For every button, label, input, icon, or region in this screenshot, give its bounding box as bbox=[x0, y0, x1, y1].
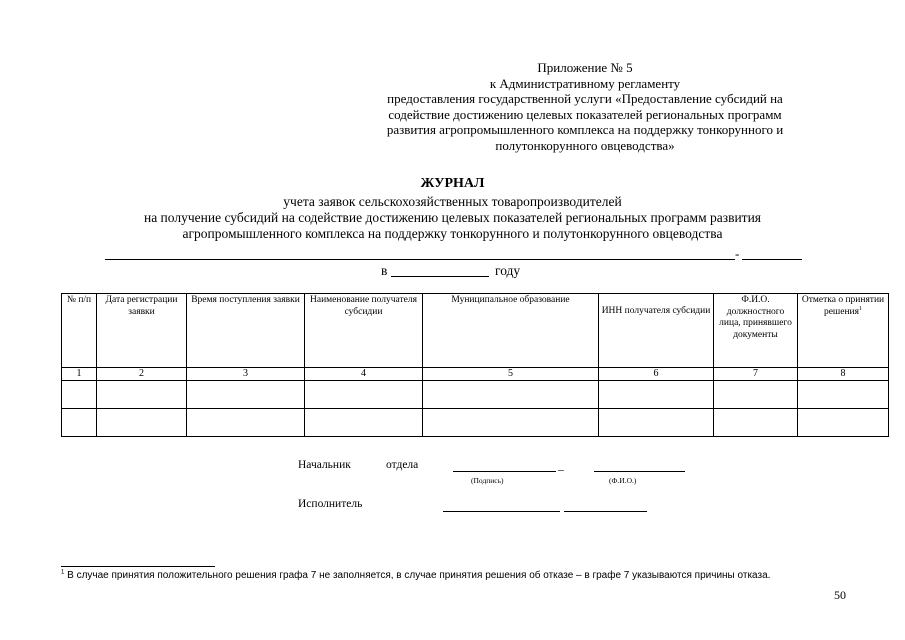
executor-fio-line[interactable] bbox=[564, 511, 647, 512]
table-cell[interactable] bbox=[97, 408, 187, 436]
appendix-line: содействие достижению целевых показателей региональных программ bbox=[388, 106, 782, 122]
appendix-header bbox=[345, 60, 825, 153]
fio-line[interactable] bbox=[594, 471, 685, 472]
table-cell[interactable] bbox=[714, 408, 798, 436]
executor-signature-line[interactable] bbox=[443, 511, 560, 512]
table-header-cell: Наименование получателя субсидии bbox=[305, 294, 423, 368]
table-header-cell: Отметка о принятии решения$^1$ bbox=[798, 294, 889, 368]
table-cell[interactable] bbox=[187, 408, 305, 436]
footnote-mark: 1 bbox=[61, 569, 65, 576]
table-cell[interactable] bbox=[305, 408, 423, 436]
footnote bbox=[61, 570, 770, 581]
footnote-text: В случае принятия положительного решения графа 7 не заполняется, в случае принятия решения об отказе – в графе 7 указываются причины отказа. bbox=[64, 570, 771, 581]
organization-fill-line-tail[interactable] bbox=[742, 259, 802, 260]
table-cell[interactable] bbox=[187, 380, 305, 408]
table-cell[interactable] bbox=[599, 408, 714, 436]
column-number: 7 bbox=[714, 368, 798, 381]
signature-caption: (Подпись) bbox=[471, 476, 504, 485]
table-row bbox=[62, 408, 889, 436]
column-number: 3 bbox=[187, 368, 305, 381]
appendix-line: предоставления государственной услуги «Предоставление субсидий на bbox=[387, 91, 783, 106]
table-cell[interactable] bbox=[599, 380, 714, 408]
column-number: 8 bbox=[798, 368, 889, 381]
registration-log-table bbox=[61, 293, 889, 437]
journal-subtitle-line: на получение субсидий на содействие достижению целевых показателей региональных программ развития bbox=[143, 210, 762, 225]
appendix-line: полутонкорунного овцеводства» bbox=[495, 137, 675, 153]
column-number: 6 bbox=[599, 368, 714, 381]
appendix-line: к Административному регламенту bbox=[489, 75, 681, 91]
column-number: 5 bbox=[423, 368, 599, 381]
org-dash: - bbox=[735, 246, 740, 261]
column-number: 1 bbox=[62, 368, 97, 381]
table-header-cell: Муниципальное образование bbox=[423, 294, 599, 368]
year-prefix: в bbox=[381, 263, 388, 278]
table-header-row bbox=[62, 294, 889, 368]
table-cell[interactable] bbox=[798, 408, 889, 436]
department-label: отдела bbox=[386, 459, 419, 471]
table-header-cell: Время поступления заявки bbox=[187, 294, 305, 368]
year-suffix: году bbox=[495, 263, 521, 278]
journal-subtitle bbox=[60, 194, 845, 242]
journal-subtitle-line: учета заявок сельскохозяйственных товаропроизводителей bbox=[283, 194, 622, 209]
table-cell[interactable] bbox=[97, 380, 187, 408]
footnote-ref: 1 bbox=[859, 305, 863, 312]
table-header-cell: № п/п bbox=[62, 294, 97, 368]
table-cell[interactable] bbox=[423, 380, 599, 408]
journal-subtitle-line: агропромышленного комплекса на поддержку тонкорунного и полутонкорунного овцеводства bbox=[182, 226, 723, 241]
column-number: 2 bbox=[97, 368, 187, 381]
journal-title: ЖУРНАЛ bbox=[420, 176, 485, 191]
table-header-cell: Ф.И.О. должностного лица, принявшего документы bbox=[714, 294, 798, 368]
table-cell[interactable] bbox=[798, 380, 889, 408]
table-row bbox=[62, 380, 889, 408]
table-number-row bbox=[62, 368, 889, 381]
column-number: 4 bbox=[305, 368, 423, 381]
executor-label: Исполнитель bbox=[298, 498, 363, 510]
table-cell[interactable] bbox=[423, 408, 599, 436]
organization-fill-line[interactable] bbox=[105, 259, 735, 260]
appendix-line: Приложение № 5 bbox=[537, 60, 633, 75]
signature-separator: _ bbox=[558, 460, 564, 472]
table-cell[interactable] bbox=[305, 380, 423, 408]
page-number: 50 bbox=[834, 588, 846, 602]
table-header-cell: Дата регистрации заявки bbox=[97, 294, 187, 368]
year-fill-line[interactable] bbox=[391, 276, 489, 277]
head-label: Начальник bbox=[298, 459, 351, 471]
table-cell[interactable] bbox=[62, 408, 97, 436]
footnote-separator bbox=[61, 566, 215, 567]
appendix-line: развития агропромышленного комплекса на поддержку тонкорунного и bbox=[386, 122, 784, 137]
signature-line[interactable] bbox=[453, 471, 556, 472]
table-header-cell: ИНН получателя субсидии bbox=[599, 294, 714, 368]
table-cell[interactable] bbox=[714, 380, 798, 408]
table-cell[interactable] bbox=[62, 380, 97, 408]
fio-caption: (Ф.И.О.) bbox=[609, 476, 637, 485]
